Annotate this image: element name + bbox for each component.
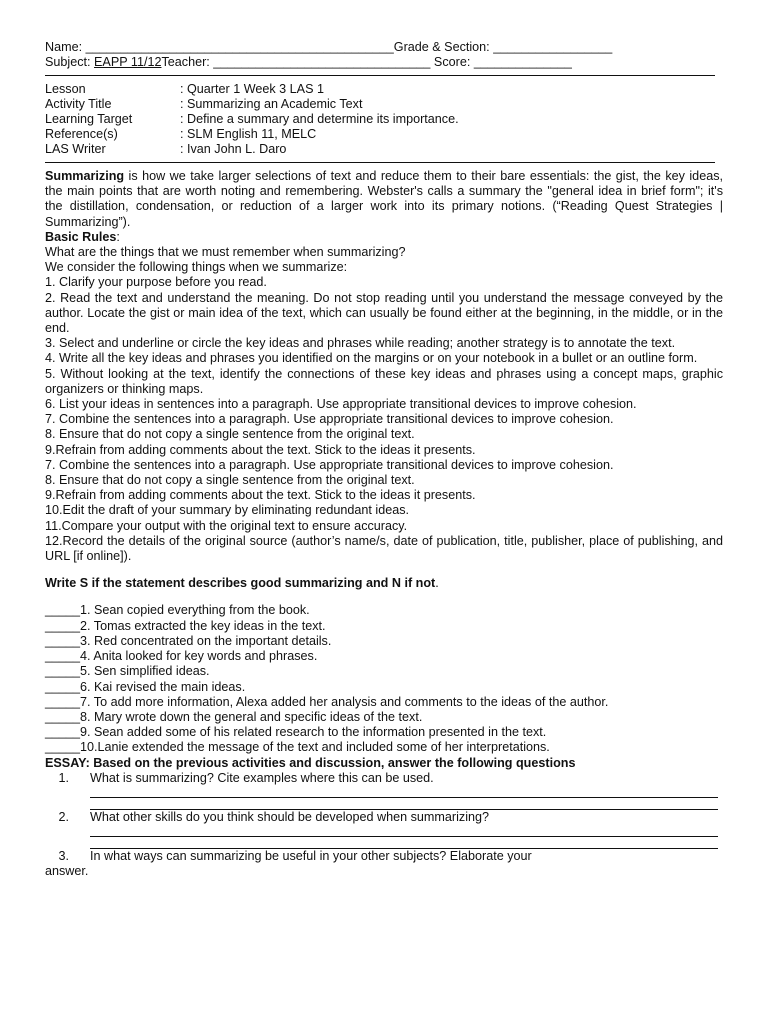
divider <box>45 75 715 76</box>
intro-paragraph <box>45 169 723 230</box>
activity-item[interactable]: _____9. Sean added some of his related research to the information presented in the text. <box>45 725 547 740</box>
question-text-continued: answer. <box>45 864 89 879</box>
meta-value: : SLM English 11, MELC <box>180 127 317 141</box>
rule-item: 1. Clarify your purpose before you read. <box>45 275 267 290</box>
lesson-body <box>45 169 723 880</box>
rules-heading-text: Basic Rules <box>45 229 117 244</box>
rule-item: 12.Record the details of the original source (author’s name/s, date of publication, title, publisher, place of publishing, and URL [if online]). <box>45 533 723 564</box>
meta-value: : Summarizing an Academic Text <box>180 97 363 111</box>
activity-item[interactable]: _____4. Anita looked for key words and phrases. <box>45 649 318 664</box>
activity-instruction-text: Write S if the statement describes good summarizing and N if not <box>45 576 436 591</box>
rule-item: 5. Without looking at the text, identify the connections of these key ideas and phrases using a concept maps, graphic organizers or thinking maps. <box>45 366 723 396</box>
lesson-meta <box>45 82 723 157</box>
name-line <box>45 40 723 55</box>
meta-key: Learning Target <box>45 112 133 126</box>
essay-heading <box>45 756 723 771</box>
essay-question <box>45 771 723 786</box>
divider <box>45 162 715 163</box>
worksheet-page <box>45 40 723 880</box>
activity-item[interactable]: _____6. Kai revised the main ideas. <box>45 679 246 694</box>
rule-item: 6. List your ideas in sentences into a paragraph. Use appropriate transitional devices to improve cohesion. <box>45 397 637 412</box>
question-text: What is summarizing? Cite examples where this can be used. <box>90 770 434 785</box>
meta-row <box>45 97 723 112</box>
score-blank[interactable]: ______________ <box>473 55 572 69</box>
essay-heading-text: ESSAY: Based on the previous activities and discussion, answer the following questions <box>45 755 576 770</box>
meta-key: LAS Writer <box>45 142 106 156</box>
activity-item[interactable]: _____10.Lanie extended the message of the text and included some of her interpretations. <box>45 740 550 755</box>
question-text: What other skills do you think should be developed when summarizing? <box>90 809 490 824</box>
question-text: In what ways can summarizing be useful in your other subjects? Elaborate your <box>90 849 532 864</box>
question-number: 1. <box>58 770 69 785</box>
rule-item: 7. Combine the sentences into a paragraph. Use appropriate transitional devices to improve cohesion. <box>45 457 614 472</box>
essay-question <box>45 810 723 825</box>
question-number: 3. <box>58 849 69 864</box>
meta-key: Activity Title <box>45 97 112 111</box>
activity-item[interactable]: _____8. Mary wrote down the general and specific ideas of the text. <box>45 709 423 724</box>
score-label: Score: <box>430 55 474 69</box>
intro-term: Summarizing <box>45 169 125 183</box>
meta-key: Reference(s) <box>45 127 118 141</box>
meta-row <box>45 82 723 97</box>
teacher-blank[interactable]: _______________________________ <box>213 55 431 69</box>
answer-line[interactable] <box>90 825 718 837</box>
activity-item[interactable]: _____7. To add more information, Alexa added her analysis and comments to the ideas of the author. <box>45 694 609 709</box>
intro-text: is how we take larger selections of text and reduce them to their bare essentials: the gist, the key ideas, the main points that are worth noting and remembering. Webster's calls a summary the "general idea in brief form"; it's the distillation, condensation, or reduction of a larger work into its primary notions. (“Reading Quest Strategies | Summarizing”). <box>45 169 723 229</box>
meta-value: : Define a summary and determine its importance. <box>180 112 459 126</box>
rule-item: 11.Compare your output with the original text to ensure accuracy. <box>45 518 408 533</box>
meta-value: : Ivan John L. Daro <box>180 142 287 156</box>
meta-row <box>45 142 723 157</box>
activity-instruction <box>45 576 723 591</box>
name-blank[interactable]: ____________________________________________ <box>85 40 394 54</box>
rule-item: 9.Refrain from adding comments about the text. Stick to the ideas it presents. <box>45 488 476 503</box>
activity-item[interactable]: _____5. Sen simplified ideas. <box>45 664 210 679</box>
subject-value: EAPP 11/12 <box>94 55 162 69</box>
teacher-label: Teacher: <box>161 55 214 69</box>
meta-value: : Quarter 1 Week 3 LAS 1 <box>180 82 324 96</box>
rule-item: 4. Write all the key ideas and phrases you identified on the margins or on your notebook in a bullet or an outline form. <box>45 351 698 366</box>
rules-heading <box>45 230 723 245</box>
rules-question: What are the things that we must remember when summarizing? <box>45 245 406 260</box>
rules-lead: We consider the following things when we summarize: <box>45 260 348 275</box>
activity-item[interactable]: _____2. Tomas extracted the key ideas in the text. <box>45 618 326 633</box>
name-label: Name: <box>45 40 86 54</box>
grade-label: Grade & Section: <box>393 40 494 54</box>
rule-item: 7. Combine the sentences into a paragraph. Use appropriate transitional devices to improve cohesion. <box>45 412 614 427</box>
rules-heading-colon: : <box>116 229 120 244</box>
rule-item: 8. Ensure that do not copy a single sentence from the original text. <box>45 473 415 488</box>
grade-blank[interactable]: _________________ <box>493 40 613 54</box>
rule-item: 3. Select and underline or circle the key ideas and phrases while reading; another strategy is to annotate the text. <box>45 336 676 351</box>
meta-row <box>45 112 723 127</box>
activity-item[interactable]: _____3. Red concentrated on the important details. <box>45 633 332 648</box>
answer-line[interactable] <box>90 786 718 798</box>
answer-line[interactable] <box>90 798 718 810</box>
subject-label: Subject: <box>45 55 95 69</box>
rule-item: 10.Edit the draft of your summary by eliminating redundant ideas. <box>45 503 410 518</box>
question-number: 2. <box>58 809 69 824</box>
rule-item: 8. Ensure that do not copy a single sentence from the original text. <box>45 427 415 442</box>
spacer <box>45 564 723 576</box>
activity-instruction-period: . <box>435 576 439 591</box>
subject-line <box>45 55 723 70</box>
rule-item: 9.Refrain from adding comments about the text. Stick to the ideas it presents. <box>45 442 476 457</box>
meta-row <box>45 127 723 142</box>
essay-question <box>45 849 723 864</box>
spacer <box>45 591 723 603</box>
activity-item[interactable]: _____1. Sean copied everything from the book. <box>45 603 310 618</box>
meta-key: Lesson <box>45 82 86 96</box>
answer-line[interactable] <box>90 837 718 849</box>
rule-item: 2. Read the text and understand the meaning. Do not stop reading until you understand the message conveyed by the author. Locate the gist or main idea of the text, which can usually be found either at the beginning, in the middle, or in the end. <box>45 290 723 336</box>
